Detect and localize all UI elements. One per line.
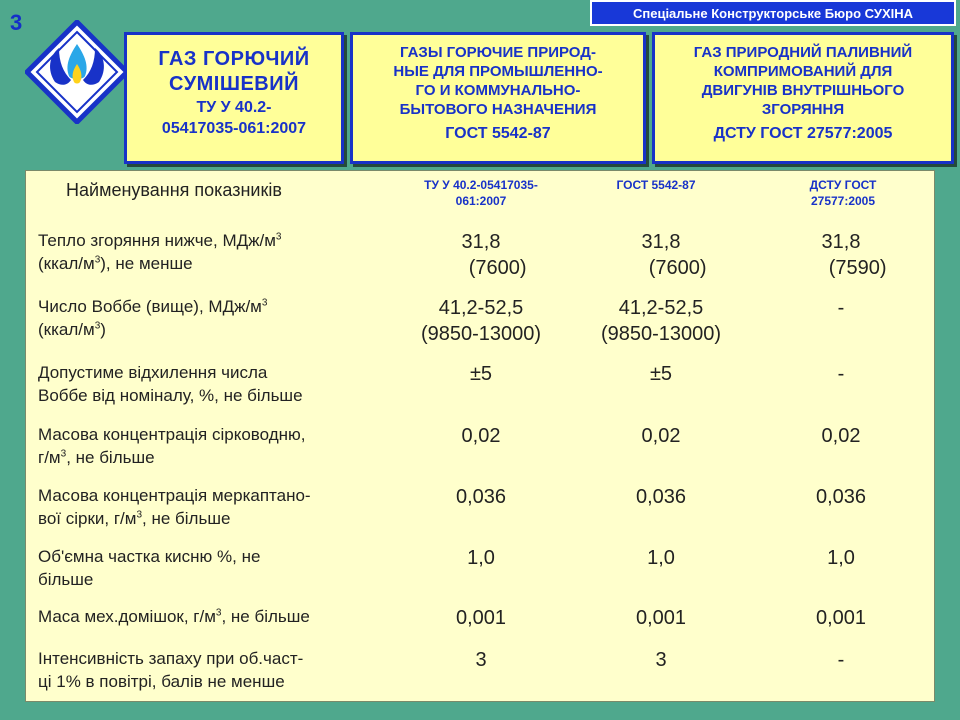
- cell-value: 0,036: [815, 486, 867, 508]
- header-title-line: ДВИГУНІВ ВНУТРІШНЬОГО: [701, 82, 905, 99]
- cell-value: ±5: [469, 363, 493, 385]
- cell-value: 41,2-52,5 (9850-13000): [420, 297, 542, 345]
- row-label: [38, 647, 383, 693]
- column-header-line: ГОСТ 5542-87: [616, 178, 696, 192]
- cell-value: 1,0: [467, 547, 495, 569]
- cell-value: 1,0: [647, 547, 675, 569]
- label-text: г/м: [38, 448, 61, 467]
- superscript: 3: [136, 509, 143, 521]
- row-label: [38, 484, 383, 530]
- label-text: , не більше: [66, 448, 155, 467]
- column-header-tu: [396, 177, 566, 209]
- column-header-line: 061:2007: [455, 194, 507, 208]
- column-header-line: ТУ У 40.2-05417035-: [424, 178, 538, 192]
- label-text: Допустиме відхилення числа: [38, 363, 268, 382]
- label-text: , не більше: [221, 607, 310, 626]
- label-text: Воббе від номіналу, %, не більше: [38, 386, 303, 405]
- header-box-natural-gas: [350, 32, 646, 164]
- label-text: , не більше: [142, 509, 231, 528]
- label-text: Об'ємна частка кисню %, не: [38, 547, 261, 566]
- page-number: 3: [10, 10, 23, 35]
- label-text: вої сірки, г/м: [38, 509, 137, 528]
- cell-value: 0,02: [641, 425, 681, 447]
- header-title-line: ЗГОРЯННЯ: [761, 101, 845, 118]
- cell-value: 31,8 (7600): [641, 231, 707, 279]
- superscript: 3: [215, 607, 222, 619]
- column-header-gost: [571, 177, 741, 193]
- row-label: [38, 545, 383, 591]
- cell-value: 31,8 (7600): [461, 231, 527, 279]
- label-text: Тепло згоряння нижче, МДж/м: [38, 231, 276, 250]
- superscript: 3: [94, 320, 101, 332]
- header-title-line: БЫТОВОГО НАЗНАЧЕНИЯ: [399, 101, 597, 118]
- company-logo: [25, 20, 129, 124]
- cell-value: 0,001: [455, 607, 507, 629]
- cell-value: 0,001: [815, 607, 867, 629]
- row-label: [38, 295, 383, 341]
- cell-value: -: [837, 363, 845, 385]
- header-title-line: ГО И КОММУНАЛЬНО-: [415, 82, 581, 99]
- row-label: [38, 229, 383, 275]
- header-standard-line: ГОСТ 5542-87: [445, 125, 551, 142]
- header-standard-line: ТУ У 40.2-: [196, 99, 272, 116]
- header-title-line: СУМІШЕВИЙ: [169, 73, 299, 95]
- column-header-line: 27577:2005: [810, 194, 876, 208]
- cell-value: ±5: [649, 363, 673, 385]
- bureau-banner: Спеціальне Конструкторське Бюро СУХІНА: [590, 0, 956, 26]
- header-title-line: ГАЗ ПРИРОДНИЙ ПАЛИВНИЙ: [693, 44, 913, 61]
- cell-value: -: [837, 297, 845, 319]
- label-column-header: Найменування показників: [66, 180, 282, 200]
- cell-value: 0,02: [821, 425, 861, 447]
- label-text: більше: [38, 570, 94, 589]
- superscript: 3: [94, 254, 101, 266]
- cell-value: 0,036: [455, 486, 507, 508]
- cell-value: 0,001: [635, 607, 687, 629]
- column-header-dstu: [758, 177, 928, 209]
- superscript: 3: [60, 448, 67, 460]
- header-standard-line: ДСТУ ГОСТ 27577:2005: [713, 125, 893, 142]
- header-title-line: НЫЕ ДЛЯ ПРОМЫШЛЕННО-: [393, 63, 603, 80]
- label-text: Інтенсивність запаху при об.част-: [38, 649, 304, 668]
- label-text: Число Воббе (вище), МДж/м: [38, 297, 262, 316]
- label-text: ), не менше: [100, 254, 193, 273]
- label-text: (ккал/м: [38, 320, 95, 339]
- label-text: ці 1% в повітрі, балів не менше: [38, 672, 285, 691]
- label-text: ): [100, 320, 106, 339]
- row-label: [38, 605, 383, 628]
- label-text: Маса мех.домішок, г/м: [38, 607, 216, 626]
- cell-value: 31,8 (7590): [821, 231, 887, 279]
- row-label: [38, 423, 383, 469]
- cell-value: 1,0: [827, 547, 855, 569]
- header-title-line: ГАЗ ГОРЮЧИЙ: [158, 48, 310, 70]
- specs-table: [25, 170, 935, 702]
- superscript: 3: [275, 231, 282, 243]
- label-text: (ккал/м: [38, 254, 95, 273]
- cell-value: 3: [655, 649, 667, 671]
- header-title-line: КОМПРИМОВАНИЙ ДЛЯ: [713, 63, 893, 80]
- cell-value: 3: [475, 649, 487, 671]
- column-header-line: ДСТУ ГОСТ: [809, 178, 877, 192]
- logo-icon: [25, 20, 129, 124]
- label-text: Масова концентрація сірководню,: [38, 425, 306, 444]
- cell-value: 0,02: [461, 425, 501, 447]
- superscript: 3: [261, 297, 268, 309]
- header-box-compressed-gas: [652, 32, 954, 164]
- cell-value: 0,036: [635, 486, 687, 508]
- header-box-mixed-gas: [124, 32, 344, 164]
- header-title-line: ГАЗЫ ГОРЮЧИЕ ПРИРОД-: [400, 44, 596, 61]
- cell-value: 41,2-52,5 (9850-13000): [600, 297, 722, 345]
- header-standard-line: 05417035-061:2007: [161, 120, 307, 137]
- label-text: Масова концентрація меркаптано-: [38, 486, 311, 505]
- cell-value: -: [837, 649, 845, 671]
- row-label: [38, 361, 383, 407]
